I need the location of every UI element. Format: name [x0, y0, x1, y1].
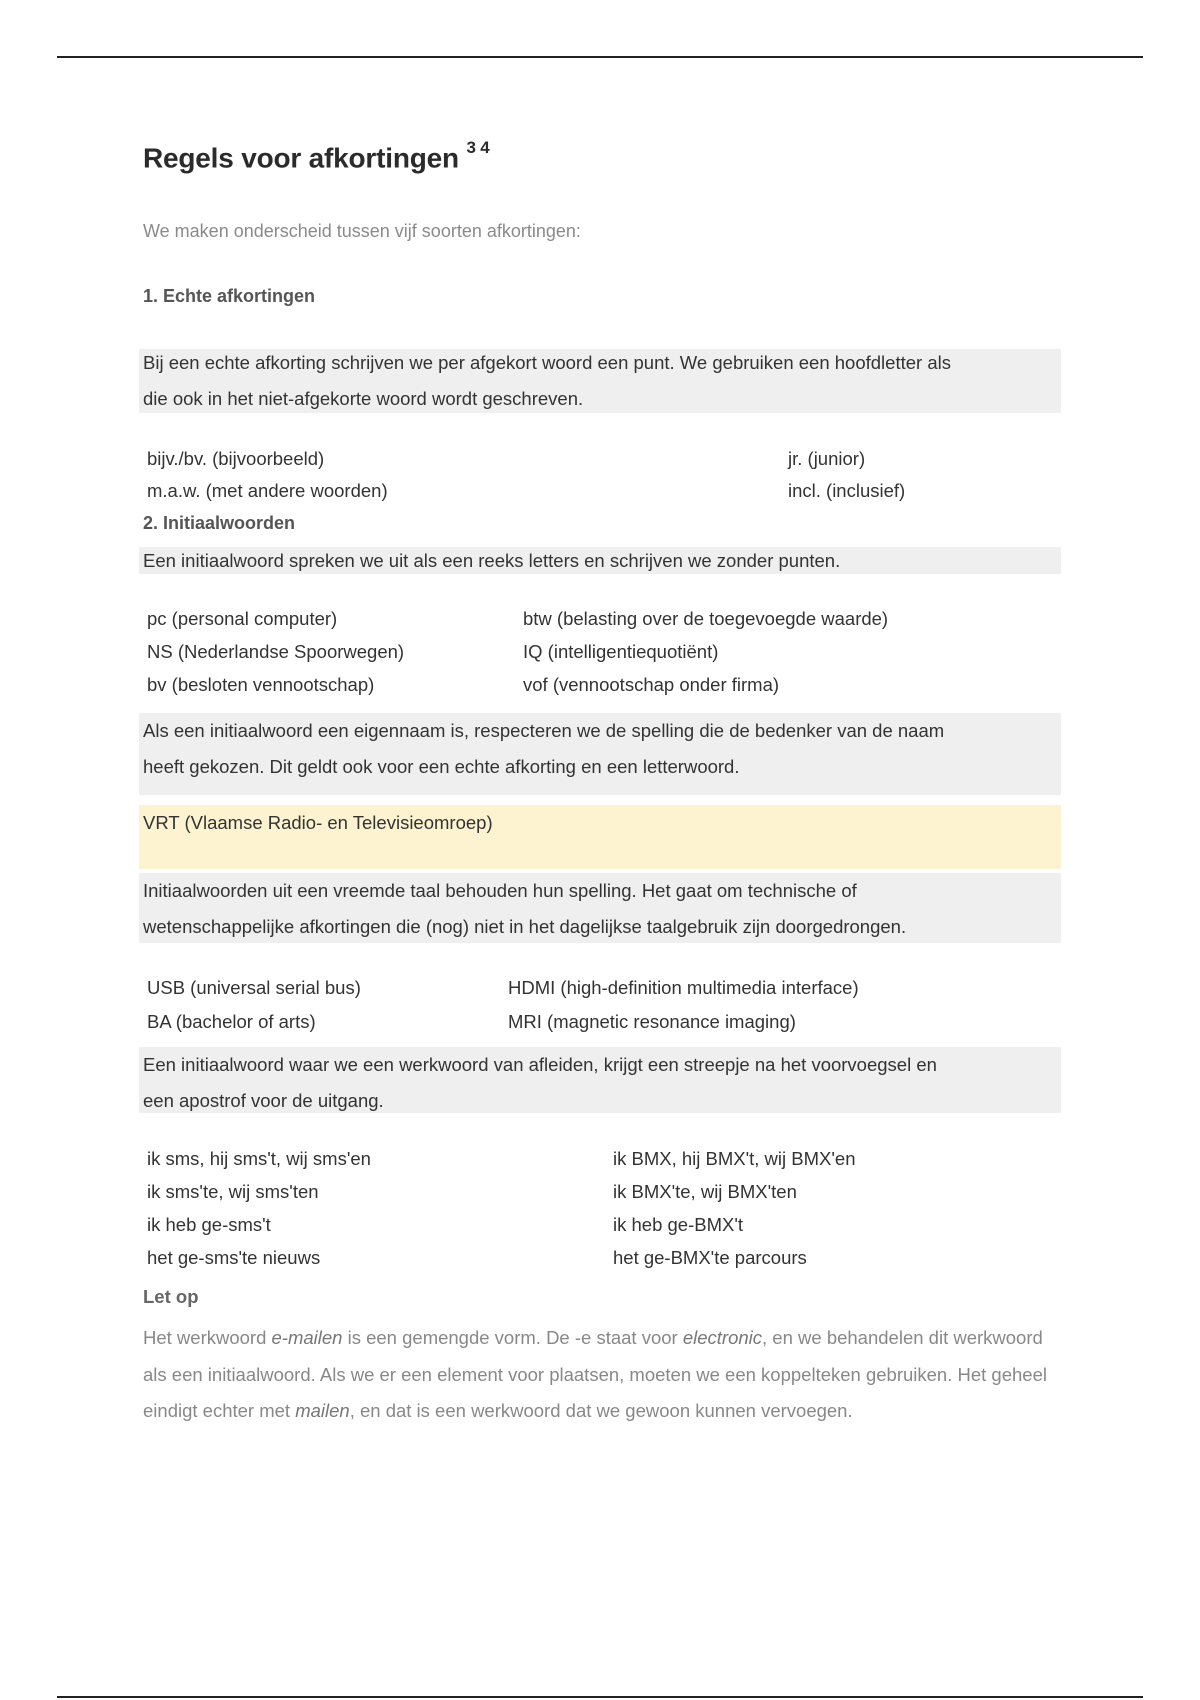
section1-heading: 1. Echte afkortingen: [143, 286, 316, 306]
s1-example-left-1: bijv./bv. (bijvoorbeeld): [147, 448, 325, 469]
foreign-example-right-1: HDMI (high-definition multimedia interface): [508, 977, 859, 998]
verb-example-right-2: ik BMX'te, wij BMX'ten: [613, 1181, 797, 1202]
note-text: Het werkwoord e-mailen is een gemengde vorm. De -e staat voor electronic, en we behandelen dit werkwoord als een initiaalwoord. Als we er een element voor plaatsen, moeten we een koppelteken gebruiken. Het geheel eindigt echter met mailen, en dat is een werkwoord dat we gewoon kunnen vervoegen.: [143, 1327, 1047, 1421]
s1-example-right-2: incl. (inclusief): [788, 480, 906, 501]
top-rule: [57, 56, 1143, 58]
verb-line2: een apostrof voor de uitgang.: [143, 1090, 384, 1111]
verb-example-left-2: ik sms'te, wij sms'ten: [147, 1181, 319, 1202]
section2-rule-box: [139, 547, 1061, 574]
verb-example-right-3: ik heb ge-BMX't: [613, 1214, 744, 1235]
section1-rule-box: [139, 349, 1061, 413]
s2-example-left-1: pc (personal computer): [147, 608, 338, 629]
s1-example-left-2: m.a.w. (met andere woorden): [147, 480, 388, 501]
title-footnote-refs: 3 4: [466, 138, 490, 157]
verb-example-left-1: ik sms, hij sms't, wij sms'en: [147, 1148, 371, 1169]
s2-example-right-3: vof (vennootschap onder firma): [523, 674, 780, 695]
foreign-line2: wetenschappelijke afkortingen die (nog) niet in het dagelijkse taalgebruik zijn doorgedrongen.: [143, 916, 907, 937]
page-title: Regels voor afkortingen $^{3 4}$: [143, 138, 490, 174]
s2-example-right-1: btw (belasting over de toegevoegde waarde): [523, 608, 889, 629]
foreign-example-left-2: BA (bachelor of arts): [147, 1011, 316, 1032]
verb-example-left-3: ik heb ge-sms't: [147, 1214, 271, 1235]
propername-line1: Als een initiaalwoord een eigennaam is, respecteren we de spelling die de bedenker van de naam: [143, 720, 945, 741]
verb-example-left-4: het ge-sms'te nieuws: [147, 1247, 321, 1268]
section2-heading: 2. Initiaalwoorden: [143, 513, 296, 533]
s2-example-left-2: NS (Nederlandse Spoorwegen): [147, 641, 405, 662]
foreign-line1: Initiaalwoorden uit een vreemde taal behouden hun spelling. Het gaat om technische of: [143, 880, 857, 901]
verb-line1: Een initiaalwoord waar we een werkwoord van afleiden, krijgt een streepje na het voorvoegsel en: [143, 1054, 937, 1075]
propername-line2: heeft gekozen. Dit geldt ook voor een echte afkorting en een letterwoord.: [143, 756, 740, 777]
propername-box: [139, 713, 1061, 795]
section1-rule-line1: Bij een echte afkorting schrijven we per afgekort woord een punt. We gebruiken een hoofdletter als: [143, 352, 951, 373]
verb-example-right-1: ik BMX, hij BMX't, wij BMX'en: [613, 1148, 856, 1169]
foreign-example-left-1: USB (universal serial bus): [147, 977, 361, 998]
propername-example: VRT (Vlaamse Radio- en Televisieomroep): [143, 812, 493, 833]
verb-example-right-4: het ge-BMX'te parcours: [613, 1247, 807, 1268]
foreign-example-right-2: MRI (magnetic resonance imaging): [508, 1011, 796, 1032]
s1-example-right-1: jr. (junior): [788, 448, 866, 469]
s2-example-left-3: bv (besloten vennootschap): [147, 674, 375, 695]
verb-box: [139, 1047, 1061, 1113]
s2-example-right-2: IQ (intelligentiequotiënt): [523, 641, 719, 662]
intro-text: We maken onderscheid tussen vijf soorten afkortingen:: [143, 221, 581, 241]
section1-rule-line2: die ook in het niet-afgekorte woord wordt geschreven.: [143, 388, 584, 409]
bottom-rule: [57, 1696, 1143, 1698]
propername-example-box: [139, 805, 1061, 869]
foreign-box: [139, 873, 1061, 943]
section2-rule: Een initiaalwoord spreken we uit als een reeks letters en schrijven we zonder punten.: [143, 550, 841, 571]
note-title: Let op: [143, 1286, 199, 1307]
